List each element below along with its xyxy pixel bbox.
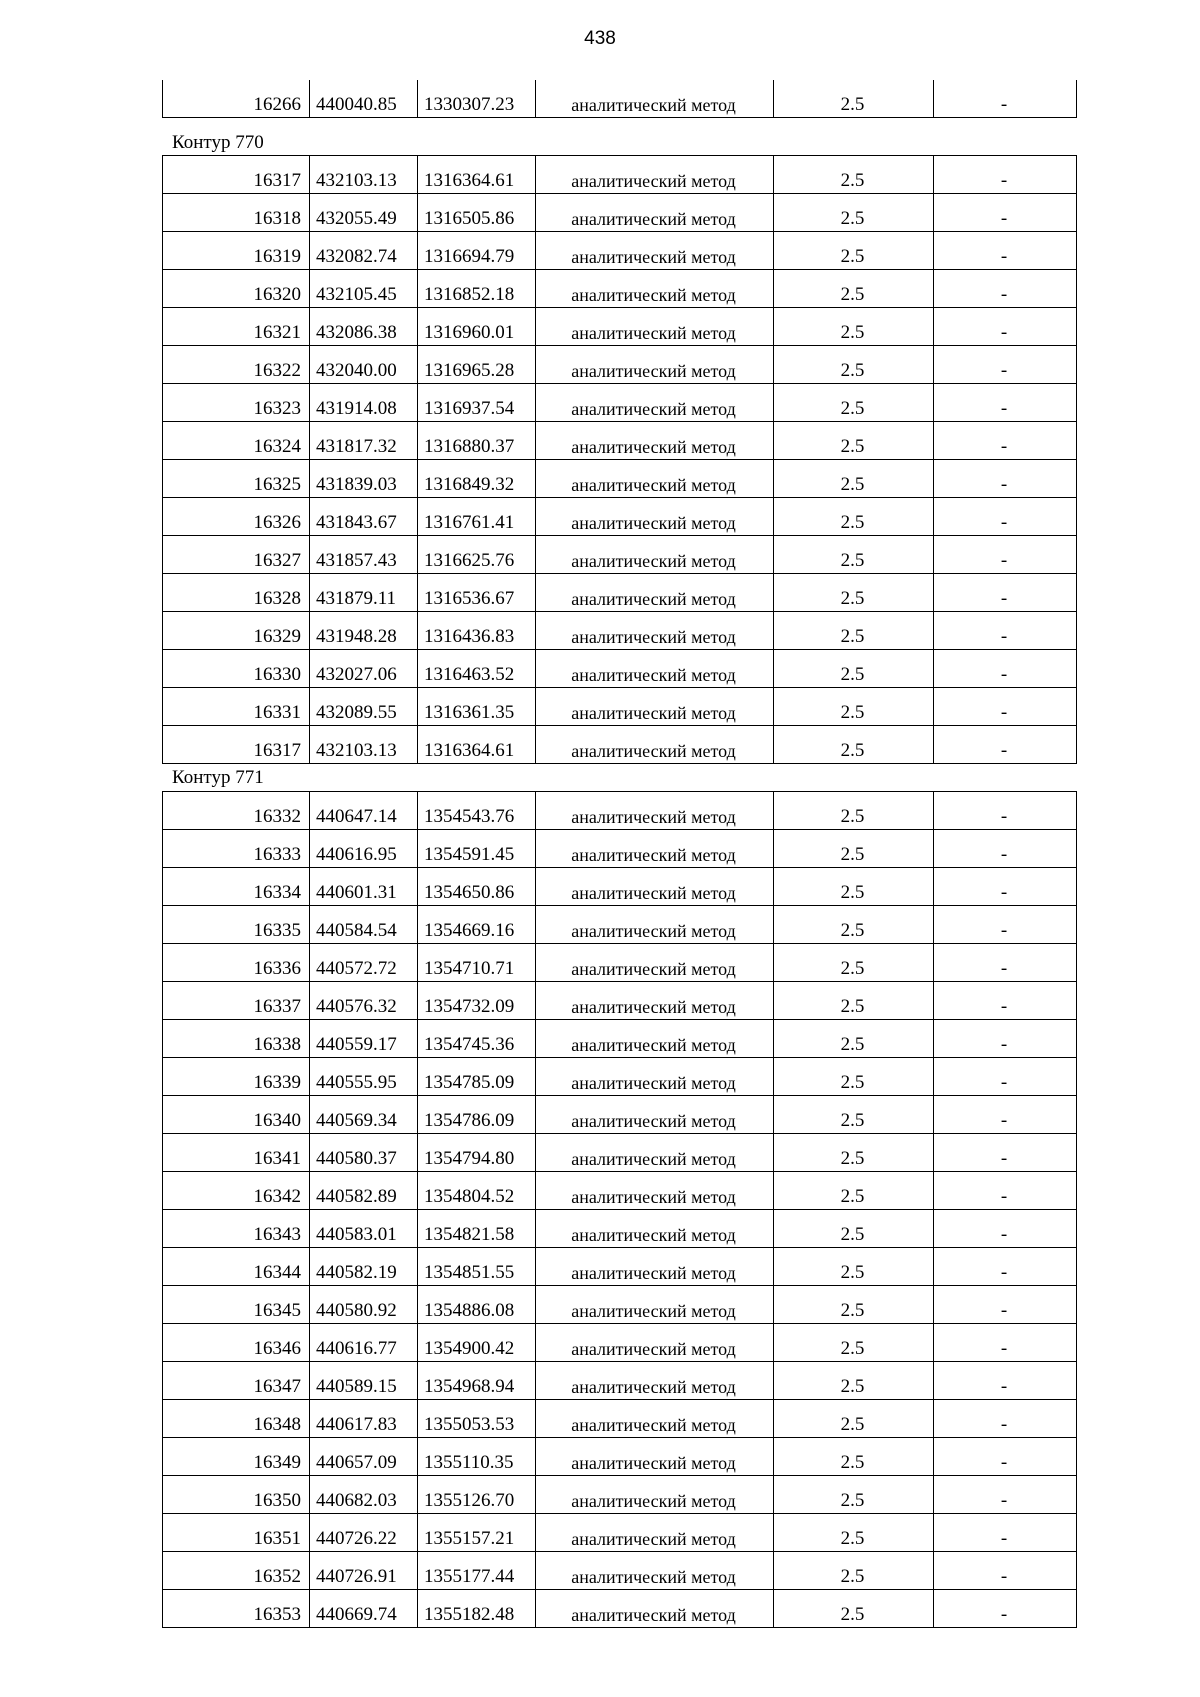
method-cell: аналитический метод (536, 726, 774, 764)
note-cell: - (934, 194, 1077, 232)
table-row (163, 726, 1077, 764)
y-coordinate-cell: 1316625.76 (418, 536, 536, 574)
point-number-cell: 16320 (163, 270, 310, 308)
y-coordinate-cell: 1354591.45 (418, 830, 536, 868)
point-number-cell: 16338 (163, 1020, 310, 1058)
accuracy-cell: 2.5 (774, 460, 934, 498)
table-row (163, 1362, 1077, 1400)
y-coordinate-cell: 1316364.61 (418, 726, 536, 764)
note-cell: - (934, 270, 1077, 308)
point-number-cell: 16324 (163, 422, 310, 460)
x-coordinate-cell: 431879.11 (310, 574, 418, 612)
note-cell: - (934, 792, 1077, 830)
accuracy-cell: 2.5 (774, 1324, 934, 1362)
table-row (163, 384, 1077, 422)
note-cell: - (934, 830, 1077, 868)
accuracy-cell: 2.5 (774, 498, 934, 536)
accuracy-cell: 2.5 (774, 80, 934, 118)
y-coordinate-cell: 1316536.67 (418, 574, 536, 612)
y-coordinate-cell: 1354543.76 (418, 792, 536, 830)
method-cell: аналитический метод (536, 536, 774, 574)
x-coordinate-cell: 431914.08 (310, 384, 418, 422)
accuracy-cell: 2.5 (774, 792, 934, 830)
point-number-cell: 16335 (163, 906, 310, 944)
note-cell: - (934, 498, 1077, 536)
x-coordinate-cell: 440555.95 (310, 1058, 418, 1096)
y-coordinate-cell: 1330307.23 (418, 80, 536, 118)
table-row (163, 574, 1077, 612)
point-number-cell: 16327 (163, 536, 310, 574)
y-coordinate-cell: 1355126.70 (418, 1476, 536, 1514)
accuracy-cell: 2.5 (774, 1514, 934, 1552)
x-coordinate-cell: 440569.34 (310, 1096, 418, 1134)
point-number-cell: 16317 (163, 156, 310, 194)
accuracy-cell: 2.5 (774, 1590, 934, 1628)
table-row (163, 460, 1077, 498)
y-coordinate-cell: 1354886.08 (418, 1286, 536, 1324)
accuracy-cell: 2.5 (774, 574, 934, 612)
y-coordinate-cell: 1316361.35 (418, 688, 536, 726)
accuracy-cell: 2.5 (774, 422, 934, 460)
method-cell: аналитический метод (536, 1172, 774, 1210)
method-cell: аналитический метод (536, 1590, 774, 1628)
note-cell: - (934, 460, 1077, 498)
note-cell: - (934, 346, 1077, 384)
accuracy-cell: 2.5 (774, 536, 934, 574)
table-row (163, 156, 1077, 194)
method-cell: аналитический метод (536, 1286, 774, 1324)
y-coordinate-cell: 1355053.53 (418, 1400, 536, 1438)
method-cell: аналитический метод (536, 1020, 774, 1058)
point-number-cell: 16343 (163, 1210, 310, 1248)
table-row (163, 612, 1077, 650)
table-row (163, 688, 1077, 726)
accuracy-cell: 2.5 (774, 1362, 934, 1400)
note-cell: - (934, 1286, 1077, 1324)
point-number-cell: 16329 (163, 612, 310, 650)
point-number-cell: 16332 (163, 792, 310, 830)
x-coordinate-cell: 440582.89 (310, 1172, 418, 1210)
point-number-cell: 16341 (163, 1134, 310, 1172)
accuracy-cell: 2.5 (774, 1020, 934, 1058)
y-coordinate-cell: 1316694.79 (418, 232, 536, 270)
y-coordinate-cell: 1354669.16 (418, 906, 536, 944)
method-cell: аналитический метод (536, 1514, 774, 1552)
y-coordinate-cell: 1354732.09 (418, 982, 536, 1020)
table-row (163, 906, 1077, 944)
method-cell: аналитический метод (536, 194, 774, 232)
point-number-cell: 16350 (163, 1476, 310, 1514)
method-cell: аналитический метод (536, 80, 774, 118)
note-cell: - (934, 650, 1077, 688)
point-number-cell: 16322 (163, 346, 310, 384)
y-coordinate-cell: 1354821.58 (418, 1210, 536, 1248)
note-cell: - (934, 1172, 1077, 1210)
table-row (163, 830, 1077, 868)
note-cell: - (934, 1058, 1077, 1096)
accuracy-cell: 2.5 (774, 1248, 934, 1286)
accuracy-cell: 2.5 (774, 726, 934, 764)
note-cell: - (934, 1590, 1077, 1628)
method-cell: аналитический метод (536, 460, 774, 498)
table-row (163, 982, 1077, 1020)
y-coordinate-cell: 1354786.09 (418, 1096, 536, 1134)
table-row (163, 792, 1077, 830)
y-coordinate-cell: 1316880.37 (418, 422, 536, 460)
accuracy-cell: 2.5 (774, 308, 934, 346)
x-coordinate-cell: 440617.83 (310, 1400, 418, 1438)
point-number-cell: 16349 (163, 1438, 310, 1476)
table-row (163, 868, 1077, 906)
method-cell: аналитический метод (536, 650, 774, 688)
table-row (163, 1096, 1077, 1134)
accuracy-cell: 2.5 (774, 944, 934, 982)
method-cell: аналитический метод (536, 1210, 774, 1248)
x-coordinate-cell: 440616.77 (310, 1324, 418, 1362)
method-cell: аналитический метод (536, 1476, 774, 1514)
method-cell: аналитический метод (536, 830, 774, 868)
accuracy-cell: 2.5 (774, 384, 934, 422)
accuracy-cell: 2.5 (774, 906, 934, 944)
point-number-cell: 16326 (163, 498, 310, 536)
table-row (163, 1476, 1077, 1514)
note-cell: - (934, 232, 1077, 270)
note-cell: - (934, 156, 1077, 194)
point-number-cell: 16344 (163, 1248, 310, 1286)
note-cell: - (934, 906, 1077, 944)
note-cell: - (934, 612, 1077, 650)
method-cell: аналитический метод (536, 1400, 774, 1438)
method-cell: аналитический метод (536, 574, 774, 612)
x-coordinate-cell: 431817.32 (310, 422, 418, 460)
point-number-cell: 16325 (163, 460, 310, 498)
method-cell: аналитический метод (536, 944, 774, 982)
method-cell: аналитический метод (536, 1134, 774, 1172)
note-cell: - (934, 1210, 1077, 1248)
table-row (163, 194, 1077, 232)
note-cell: - (934, 308, 1077, 346)
accuracy-cell: 2.5 (774, 1286, 934, 1324)
method-cell: аналитический метод (536, 982, 774, 1020)
method-cell: аналитический метод (536, 868, 774, 906)
x-coordinate-cell: 440647.14 (310, 792, 418, 830)
x-coordinate-cell: 440726.91 (310, 1552, 418, 1590)
x-coordinate-cell: 440669.74 (310, 1590, 418, 1628)
method-cell: аналитический метод (536, 1552, 774, 1590)
contour-771-label: Контур 771 (172, 767, 264, 788)
accuracy-cell: 2.5 (774, 830, 934, 868)
point-number-cell: 16348 (163, 1400, 310, 1438)
x-coordinate-cell: 431843.67 (310, 498, 418, 536)
contour-770-label: Контур 770 (172, 132, 264, 153)
method-cell: аналитический метод (536, 346, 774, 384)
accuracy-cell: 2.5 (774, 612, 934, 650)
y-coordinate-cell: 1316852.18 (418, 270, 536, 308)
method-cell: аналитический метод (536, 308, 774, 346)
method-cell: аналитический метод (536, 1438, 774, 1476)
note-cell: - (934, 688, 1077, 726)
y-coordinate-cell: 1316849.32 (418, 460, 536, 498)
table-row (163, 1552, 1077, 1590)
table-row (163, 308, 1077, 346)
method-cell: аналитический метод (536, 612, 774, 650)
note-cell: - (934, 1552, 1077, 1590)
x-coordinate-cell: 440616.95 (310, 830, 418, 868)
x-coordinate-cell: 431948.28 (310, 612, 418, 650)
y-coordinate-cell: 1316436.83 (418, 612, 536, 650)
x-coordinate-cell: 432103.13 (310, 156, 418, 194)
point-number-cell: 16340 (163, 1096, 310, 1134)
x-coordinate-cell: 440559.17 (310, 1020, 418, 1058)
note-cell: - (934, 1324, 1077, 1362)
note-cell: - (934, 1020, 1077, 1058)
y-coordinate-cell: 1354650.86 (418, 868, 536, 906)
x-coordinate-cell: 432055.49 (310, 194, 418, 232)
method-cell: аналитический метод (536, 1362, 774, 1400)
method-cell: аналитический метод (536, 906, 774, 944)
accuracy-cell: 2.5 (774, 1552, 934, 1590)
table-row (163, 1438, 1077, 1476)
table-row (163, 1134, 1077, 1172)
x-coordinate-cell: 432027.06 (310, 650, 418, 688)
table-row (163, 1248, 1077, 1286)
table-row (163, 944, 1077, 982)
x-coordinate-cell: 440584.54 (310, 906, 418, 944)
accuracy-cell: 2.5 (774, 346, 934, 384)
note-cell: - (934, 574, 1077, 612)
table-row (163, 536, 1077, 574)
point-number-cell: 16337 (163, 982, 310, 1020)
accuracy-cell: 2.5 (774, 1438, 934, 1476)
method-cell: аналитический метод (536, 1324, 774, 1362)
accuracy-cell: 2.5 (774, 270, 934, 308)
y-coordinate-cell: 1316761.41 (418, 498, 536, 536)
y-coordinate-cell: 1316965.28 (418, 346, 536, 384)
point-number-cell: 16334 (163, 868, 310, 906)
method-cell: аналитический метод (536, 688, 774, 726)
x-coordinate-cell: 440576.32 (310, 982, 418, 1020)
contour-771-table (162, 791, 1077, 1628)
point-number-cell: 16342 (163, 1172, 310, 1210)
x-coordinate-cell: 440572.72 (310, 944, 418, 982)
x-coordinate-cell: 432105.45 (310, 270, 418, 308)
accuracy-cell: 2.5 (774, 868, 934, 906)
y-coordinate-cell: 1355157.21 (418, 1514, 536, 1552)
x-coordinate-cell: 440589.15 (310, 1362, 418, 1400)
y-coordinate-cell: 1354900.42 (418, 1324, 536, 1362)
x-coordinate-cell: 440726.22 (310, 1514, 418, 1552)
note-cell: - (934, 944, 1077, 982)
note-cell: - (934, 982, 1077, 1020)
point-number-cell: 16323 (163, 384, 310, 422)
accuracy-cell: 2.5 (774, 156, 934, 194)
point-number-cell: 16331 (163, 688, 310, 726)
table-row (163, 1286, 1077, 1324)
note-cell: - (934, 868, 1077, 906)
accuracy-cell: 2.5 (774, 1134, 934, 1172)
y-coordinate-cell: 1355182.48 (418, 1590, 536, 1628)
point-number-cell: 16319 (163, 232, 310, 270)
note-cell: - (934, 726, 1077, 764)
note-cell: - (934, 1438, 1077, 1476)
accuracy-cell: 2.5 (774, 1400, 934, 1438)
note-cell: - (934, 1362, 1077, 1400)
point-number-cell: 16345 (163, 1286, 310, 1324)
x-coordinate-cell: 432082.74 (310, 232, 418, 270)
point-number-cell: 16321 (163, 308, 310, 346)
point-number-cell: 16318 (163, 194, 310, 232)
x-coordinate-cell: 440580.92 (310, 1286, 418, 1324)
x-coordinate-cell: 432086.38 (310, 308, 418, 346)
method-cell: аналитический метод (536, 156, 774, 194)
y-coordinate-cell: 1354968.94 (418, 1362, 536, 1400)
accuracy-cell: 2.5 (774, 688, 934, 726)
point-number-cell: 16328 (163, 574, 310, 612)
accuracy-cell: 2.5 (774, 232, 934, 270)
note-cell: - (934, 422, 1077, 460)
x-coordinate-cell: 440657.09 (310, 1438, 418, 1476)
accuracy-cell: 2.5 (774, 1172, 934, 1210)
point-number-cell: 16266 (163, 80, 310, 118)
note-cell: - (934, 1134, 1077, 1172)
point-number-cell: 16347 (163, 1362, 310, 1400)
y-coordinate-cell: 1354851.55 (418, 1248, 536, 1286)
x-coordinate-cell: 440040.85 (310, 80, 418, 118)
x-coordinate-cell: 440682.03 (310, 1476, 418, 1514)
x-coordinate-cell: 440580.37 (310, 1134, 418, 1172)
table-row (163, 422, 1077, 460)
note-cell: - (934, 1476, 1077, 1514)
note-cell: - (934, 80, 1077, 118)
method-cell: аналитический метод (536, 1248, 774, 1286)
x-coordinate-cell: 440601.31 (310, 868, 418, 906)
note-cell: - (934, 1514, 1077, 1552)
y-coordinate-cell: 1354710.71 (418, 944, 536, 982)
table-row (163, 80, 1077, 118)
note-cell: - (934, 1400, 1077, 1438)
method-cell: аналитический метод (536, 498, 774, 536)
accuracy-cell: 2.5 (774, 194, 934, 232)
point-number-cell: 16317 (163, 726, 310, 764)
table-row (163, 1514, 1077, 1552)
y-coordinate-cell: 1355110.35 (418, 1438, 536, 1476)
table-row (163, 270, 1077, 308)
table-row (163, 1058, 1077, 1096)
method-cell: аналитический метод (536, 232, 774, 270)
table-row (163, 1590, 1077, 1628)
method-cell: аналитический метод (536, 1058, 774, 1096)
accuracy-cell: 2.5 (774, 1476, 934, 1514)
accuracy-cell: 2.5 (774, 982, 934, 1020)
page-number: 438 (584, 28, 616, 49)
x-coordinate-cell: 432089.55 (310, 688, 418, 726)
note-cell: - (934, 1096, 1077, 1134)
note-cell: - (934, 536, 1077, 574)
point-number-cell: 16333 (163, 830, 310, 868)
y-coordinate-cell: 1316937.54 (418, 384, 536, 422)
point-number-cell: 16352 (163, 1552, 310, 1590)
method-cell: аналитический метод (536, 792, 774, 830)
accuracy-cell: 2.5 (774, 650, 934, 688)
y-coordinate-cell: 1316505.86 (418, 194, 536, 232)
contour-770-table (162, 155, 1077, 764)
x-coordinate-cell: 431857.43 (310, 536, 418, 574)
y-coordinate-cell: 1354785.09 (418, 1058, 536, 1096)
table-row (163, 346, 1077, 384)
accuracy-cell: 2.5 (774, 1096, 934, 1134)
point-number-cell: 16336 (163, 944, 310, 982)
y-coordinate-cell: 1354794.80 (418, 1134, 536, 1172)
x-coordinate-cell: 432040.00 (310, 346, 418, 384)
accuracy-cell: 2.5 (774, 1058, 934, 1096)
y-coordinate-cell: 1354745.36 (418, 1020, 536, 1058)
table-row (163, 1210, 1077, 1248)
y-coordinate-cell: 1316960.01 (418, 308, 536, 346)
x-coordinate-cell: 440583.01 (310, 1210, 418, 1248)
y-coordinate-cell: 1355177.44 (418, 1552, 536, 1590)
point-number-cell: 16351 (163, 1514, 310, 1552)
method-cell: аналитический метод (536, 270, 774, 308)
x-coordinate-cell: 431839.03 (310, 460, 418, 498)
y-coordinate-cell: 1316364.61 (418, 156, 536, 194)
method-cell: аналитический метод (536, 422, 774, 460)
point-number-cell: 16339 (163, 1058, 310, 1096)
point-number-cell: 16346 (163, 1324, 310, 1362)
note-cell: - (934, 384, 1077, 422)
coordinates-table-continued (162, 80, 1077, 118)
method-cell: аналитический метод (536, 384, 774, 422)
note-cell: - (934, 1248, 1077, 1286)
point-number-cell: 16353 (163, 1590, 310, 1628)
method-cell: аналитический метод (536, 1096, 774, 1134)
table-row (163, 1324, 1077, 1362)
table-row (163, 1172, 1077, 1210)
y-coordinate-cell: 1316463.52 (418, 650, 536, 688)
x-coordinate-cell: 432103.13 (310, 726, 418, 764)
table-row (163, 1020, 1077, 1058)
x-coordinate-cell: 440582.19 (310, 1248, 418, 1286)
table-row (163, 1400, 1077, 1438)
table-row (163, 650, 1077, 688)
table-row (163, 498, 1077, 536)
accuracy-cell: 2.5 (774, 1210, 934, 1248)
y-coordinate-cell: 1354804.52 (418, 1172, 536, 1210)
point-number-cell: 16330 (163, 650, 310, 688)
table-row (163, 232, 1077, 270)
